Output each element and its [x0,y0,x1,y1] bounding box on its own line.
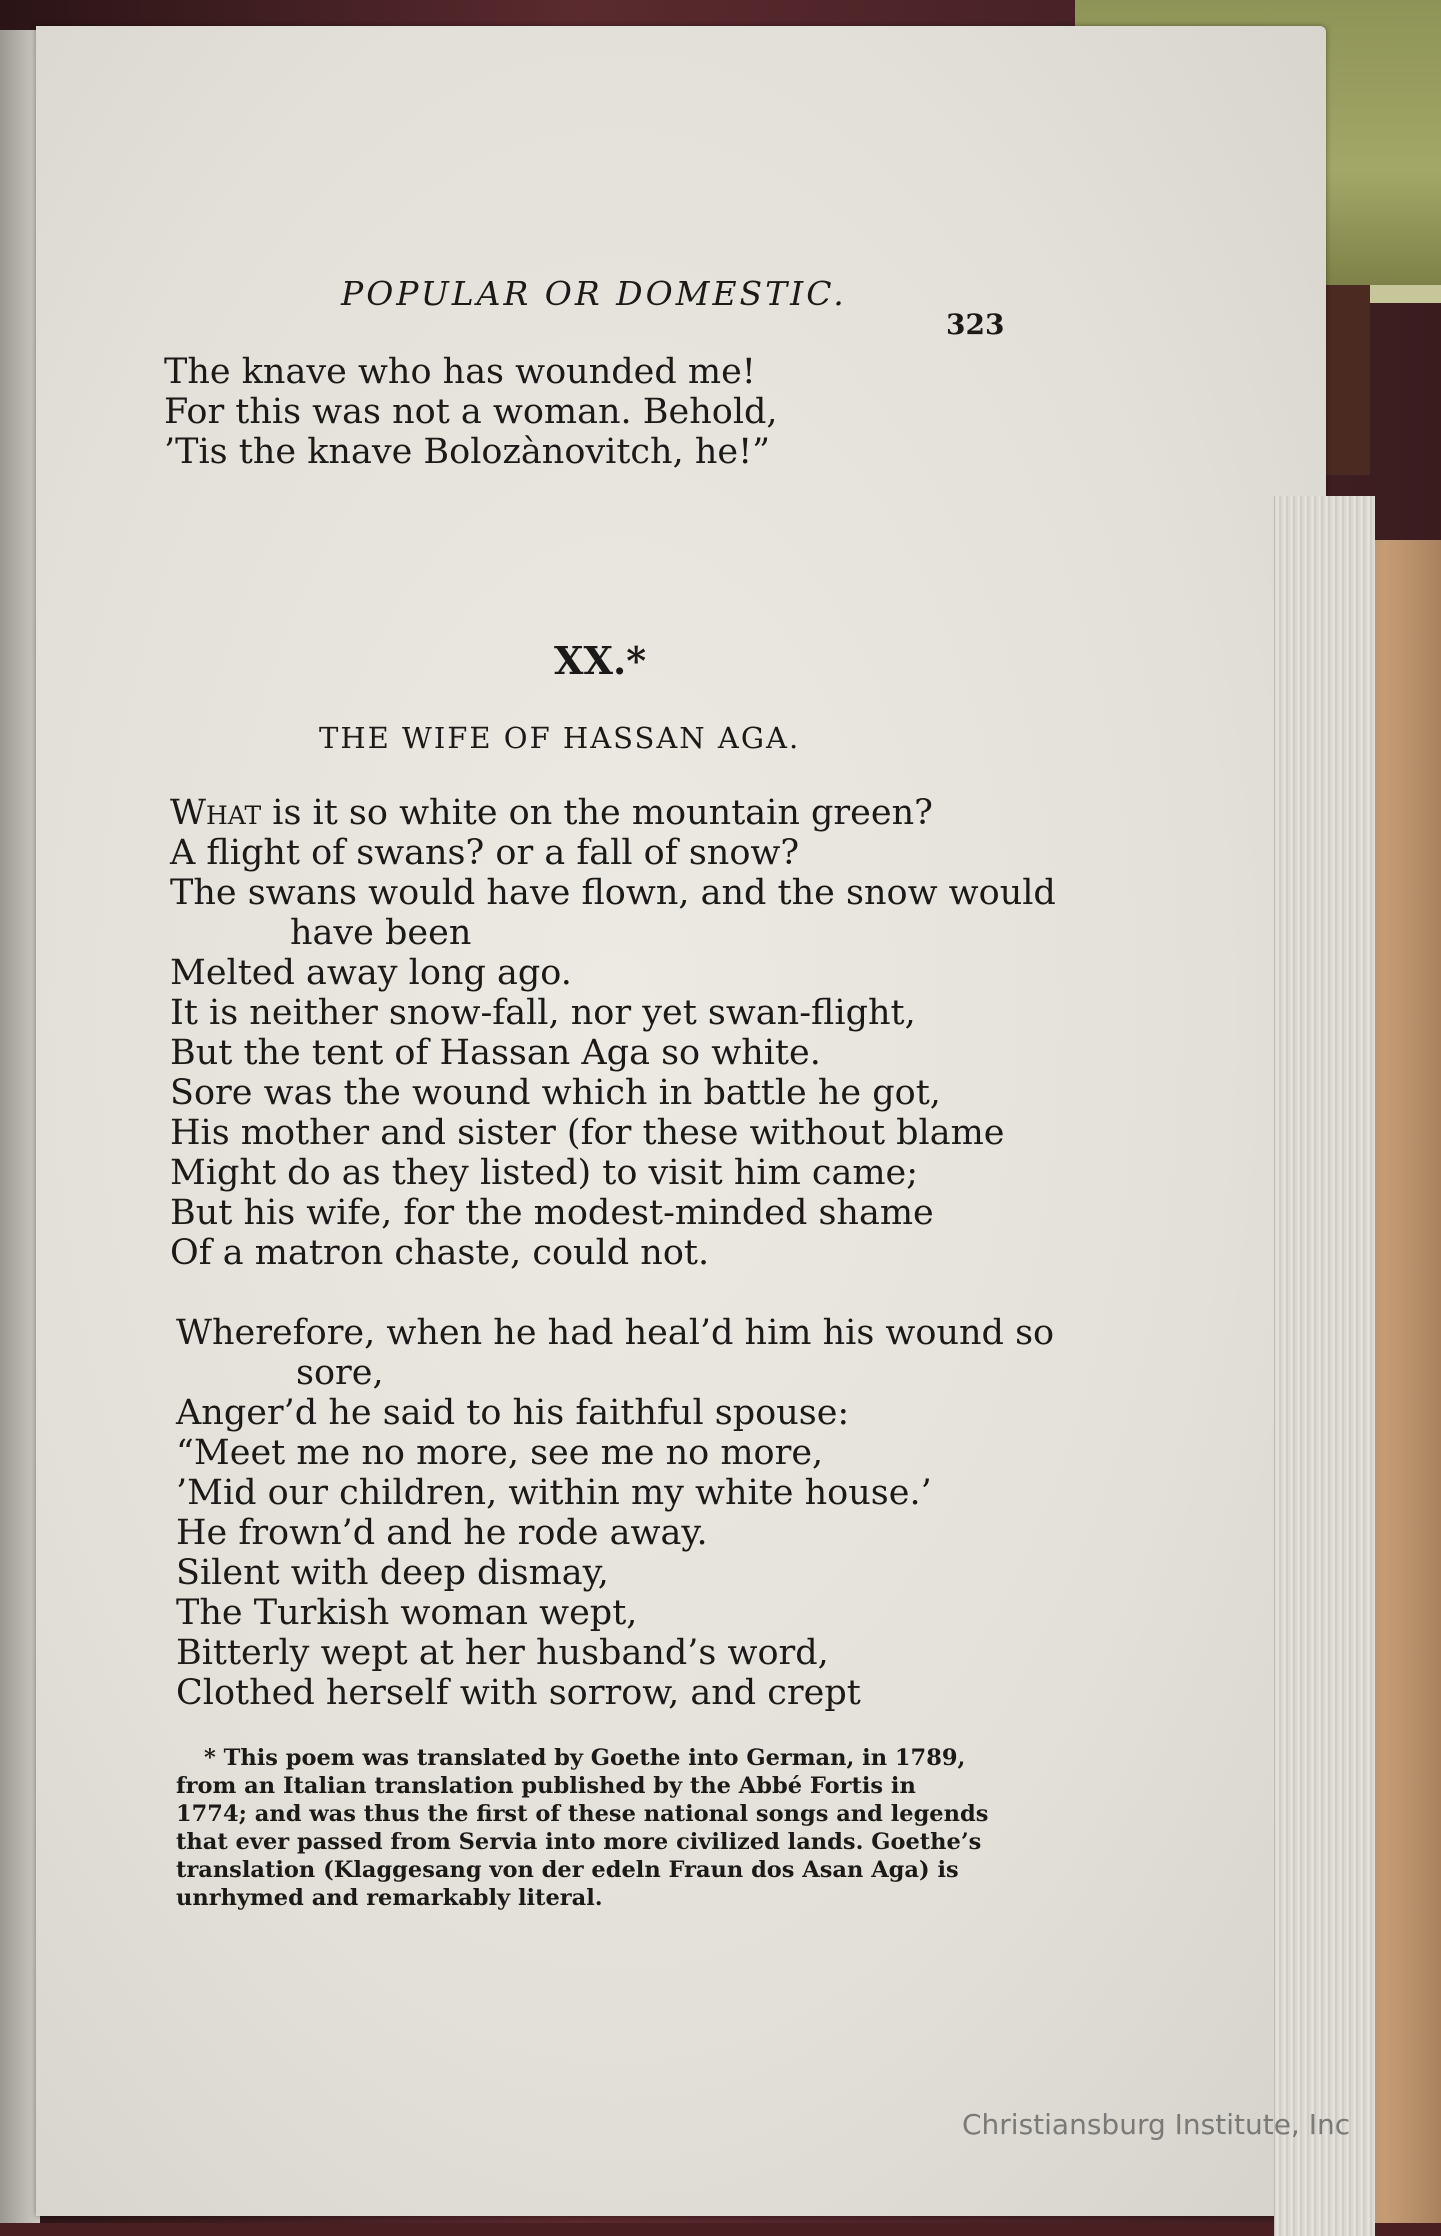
verse-text: is it so white on the mountain green? [261,793,933,833]
carryover-verse [164,352,778,472]
book-page [36,26,1326,2216]
running-head: POPULAR OR DOMESTIC. [341,274,847,313]
footnote-line: 1774; and was thus the first of these national songs and legends [176,1801,989,1827]
footnote-line: that ever passed from Servia into more civilized lands. Goethe’s [176,1829,982,1855]
verse-line: ’Mid our children, within my white house.’ [176,1473,932,1513]
poem-title: THE WIFE OF HASSAN AGA. [319,721,801,755]
verse-line: Bitterly wept at her husband’s word, [176,1633,829,1673]
verse-line: have been [290,913,472,953]
verse-line: “Meet me no more, see me no more, [176,1433,824,1473]
drop-word: What [170,793,262,833]
verse-line: His mother and sister (for these without blame [170,1113,1005,1153]
verse-line [170,793,1056,833]
verse-line: Anger’d he said to his faithful spouse: [176,1393,850,1433]
watermark: Christiansburg Institute, Inc [962,2108,1351,2141]
page-edges [1274,496,1375,2236]
verse-line: ’Tis the knave Bolozànovitch, he!” [164,432,771,472]
verse-line: Sore was the wound which in battle he got, [170,1073,941,1113]
verse-line: Of a matron chaste, could not. [170,1233,710,1273]
verse-line: The swans would have flown, and the snow would [170,873,1056,913]
left-page-edge [0,30,40,2223]
footnote-line: unrhymed and remarkably literal. [176,1885,603,1911]
verse-line: Melted away long ago. [170,953,572,993]
verse-line: Wherefore, when he had heal’d him his wound so [176,1313,1055,1353]
verse-line: Might do as they listed) to visit him came; [170,1153,919,1193]
verse-line: A flight of swans? or a fall of snow? [170,833,800,873]
stanza-2 [176,1313,1054,1713]
verse-line: It is neither snow-fall, nor yet swan-flight, [170,993,916,1033]
verse-line: Clothed herself with sorrow, and crept [176,1673,861,1713]
footnote-line: * This poem was translated by Goethe into German, in 1789, [204,1745,966,1771]
footnote-line: translation (Klaggesang von der edeln Fraun dos Asan Aga) is [176,1857,959,1883]
section-number: XX.* [554,638,647,683]
stanza-1 [170,793,1056,1273]
verse-line: The Turkish woman wept, [176,1593,638,1633]
verse-line: But the tent of Hassan Aga so white. [170,1033,821,1073]
verse-line: But his wife, for the modest-minded shame [170,1193,934,1233]
footnote-line: from an Italian translation published by the Abbé Fortis in [176,1773,916,1799]
verse-line: For this was not a woman. Behold, [164,392,778,432]
footnote [176,1744,1061,1912]
verse-line: He frown’d and he rode away. [176,1513,708,1553]
page-number: 323 [946,308,1005,341]
verse-line: The knave who has wounded me! [164,352,756,392]
verse-line: sore, [296,1353,384,1393]
verse-line: Silent with deep dismay, [176,1553,609,1593]
